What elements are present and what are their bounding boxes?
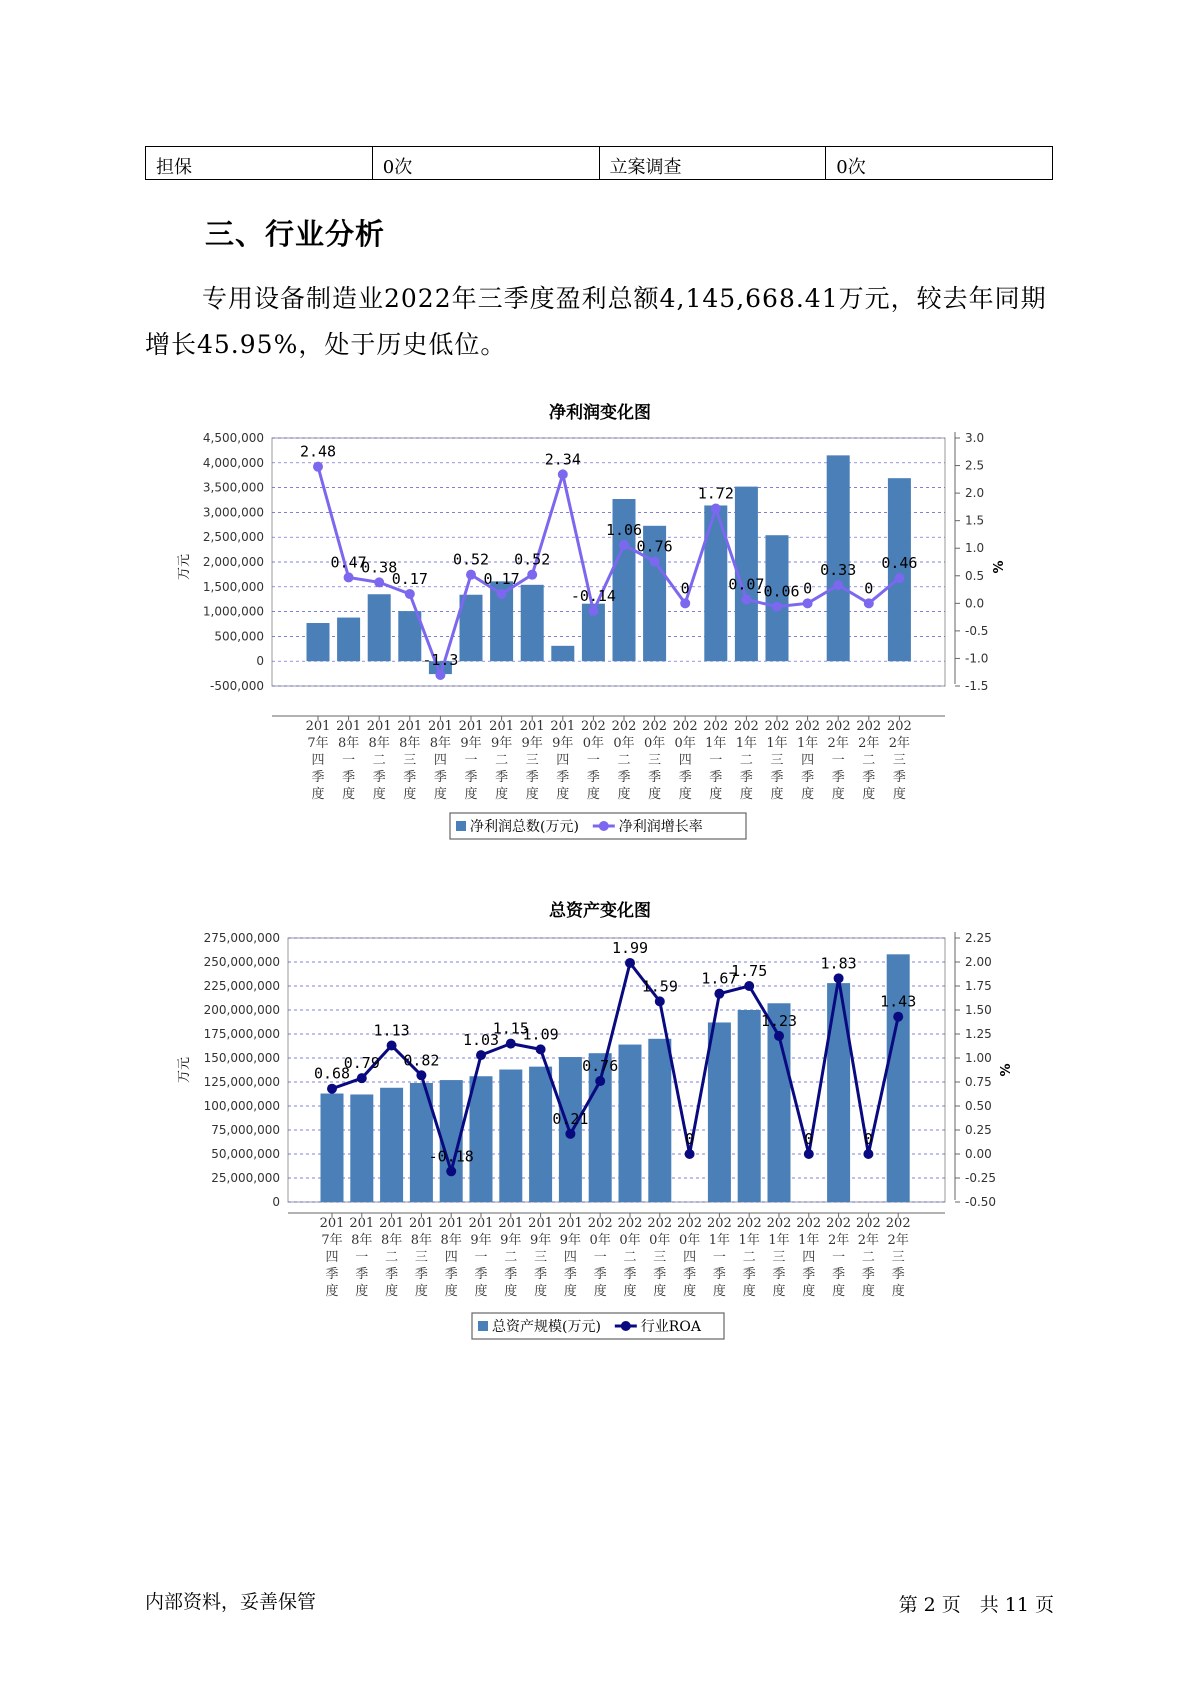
y2-tick-label: 2.5 [965,458,985,473]
category-label: 201 9年一季度 [458,719,484,802]
y2-tick-label: -0.5 [965,623,989,638]
line-point [595,1076,605,1086]
data-label: 0.52 [514,550,551,569]
y-tick-label: 50,000,000 [211,1147,280,1161]
line-point [744,981,754,991]
line-point [893,1012,903,1022]
category-label: 202 0年四季度 [672,719,698,802]
data-label: 0.38 [361,558,398,577]
category-label: 201 7年四季度 [305,719,331,802]
line-point [506,1039,516,1049]
chart-legend [472,1313,724,1339]
bar [619,1045,642,1202]
bar [499,1070,522,1202]
y2-tick-label: 3.0 [965,431,985,445]
data-label: 1.03 [462,1031,500,1050]
category-label: 201 9年二季度 [489,719,515,802]
line-point [357,1073,367,1083]
category-label: 201 8年二季度 [366,719,392,802]
category-label: 202 1年二季度 [736,1216,762,1299]
line-point [476,1050,486,1060]
data-label: 2.34 [544,450,581,469]
data-label: 2.48 [299,442,337,461]
data-label: 0.33 [820,561,857,580]
analysis-paragraph: 专用设备制造业2022年三季度盈利总额4,145,668.41万元，较去年同期增长45.95%，处于历史低位。 [145,284,1047,359]
table-cell-label-guarantee: 担保 [146,147,373,180]
y2-tick-label: 2.0 [965,486,985,501]
category-label: 202 0年三季度 [642,719,668,802]
bar [648,1039,671,1202]
y2-tick-label: -1.0 [965,651,989,666]
category-label: 202 0年一季度 [587,1216,613,1299]
category-label: 202 0年二季度 [617,1216,643,1299]
y-tick-label: 175,000,000 [203,1027,280,1041]
data-label: 0 [864,579,874,598]
y2-tick-label: 0.0 [965,596,985,611]
y-tick-label: 0 [256,654,264,669]
bar [708,1022,731,1202]
y-tick-label: 1,000,000 [202,604,264,619]
y2-tick-label: 1.0 [965,541,985,556]
legend-line-marker [621,1321,631,1331]
data-label: 0 [803,579,813,598]
data-label: 0 [680,579,690,598]
data-label: 0 [685,1130,695,1148]
y-tick-label: 125,000,000 [203,1075,280,1089]
table-cell-label-investigation: 立案调查 [599,147,826,180]
line-point [446,1166,456,1176]
y-tick-label: 1,500,000 [202,579,264,594]
category-label: 202 2年一季度 [825,719,851,802]
y-tick-label: 3,500,000 [202,480,264,495]
category-label: 202 2年一季度 [826,1216,852,1299]
bar [350,1094,373,1202]
y2-tick-label: 1.75 [965,979,992,993]
y-axis-title: 万元 [177,553,192,581]
data-label: 0.47 [330,553,367,572]
y2-axis-title: % [999,1063,1014,1077]
chart-title-total-assets: 总资产变化图 [549,901,651,921]
category-label: 201 9年一季度 [468,1216,494,1299]
legend-bar-swatch [478,1321,488,1331]
y-tick-label: 4,500,000 [202,431,264,445]
y2-tick-label: 0.50 [965,1099,992,1113]
data-label: 0 [804,1130,814,1148]
category-label: 202 1年四季度 [796,1216,822,1299]
y-tick-label: 2,000,000 [202,555,264,569]
data-label: -0.14 [570,587,616,606]
y2-axis-title: % [992,560,1007,574]
category-label: 202 2年二季度 [856,719,882,802]
y-tick-label: 200,000,000 [203,1003,280,1017]
data-label: 0.52 [452,550,490,569]
category-label: 201 9年二季度 [498,1216,524,1299]
y-tick-label: 225,000,000 [203,979,280,993]
data-label: 0.76 [636,537,673,556]
data-label: 1.23 [760,1011,798,1030]
category-label: 202 1年一季度 [703,719,729,802]
category-label: 202 2年三季度 [886,719,912,802]
y-tick-label: 0 [272,1195,280,1209]
bar [529,1067,552,1202]
data-label: 0.17 [483,569,520,588]
category-label: 202 1年四季度 [795,719,821,802]
y2-tick-label: 0.25 [965,1123,992,1137]
line-point [565,1129,575,1139]
data-label: 0.07 [728,575,765,594]
category-label: 202 1年一季度 [706,1216,732,1299]
bar [738,1010,761,1202]
data-label: 1.06 [605,520,643,539]
y-tick-label: 275,000,000 [203,931,280,945]
y-tick-label: -500,000 [210,679,264,693]
line-point [834,973,844,983]
bar [380,1088,403,1202]
y2-tick-label: 0.5 [965,568,985,583]
category-label: 201 8年一季度 [349,1216,375,1299]
data-label: 1.67 [701,969,738,988]
line-point [625,958,635,968]
y-tick-label: 250,000,000 [203,955,280,969]
line-point [804,1149,814,1159]
data-label: -0.18 [428,1147,474,1166]
y2-tick-label: 0.00 [965,1147,992,1161]
data-label: 0 [863,1130,873,1148]
category-label: 201 9年三季度 [519,719,545,802]
data-label: 0.21 [552,1109,589,1128]
data-label: 1.09 [522,1025,559,1044]
category-label: 202 2年二季度 [855,1216,881,1299]
bar [827,983,850,1202]
line-point [327,1084,337,1094]
data-label: 0.17 [391,569,428,588]
line-point [536,1044,546,1054]
category-label: 202 0年四季度 [677,1216,703,1299]
category-label: 201 9年四季度 [550,719,576,802]
category-label: 201 7年四季度 [319,1216,345,1299]
y2-tick-label: -1.5 [965,679,989,693]
data-label: 1.59 [641,977,678,996]
y2-tick-label: -0.50 [965,1195,997,1209]
data-label: -0.06 [754,582,800,601]
data-label: -1.3 [422,650,459,669]
section-title: 三、行业分析 [205,217,386,251]
legend-label-bar: 总资产规模(万元) [492,1319,601,1335]
y-tick-label: 75,000,000 [211,1123,280,1137]
legend-label-bar: 净利润总数(万元) [470,819,579,835]
data-label: 0.68 [313,1064,351,1083]
data-label: 1.13 [373,1021,410,1040]
data-label: 0.79 [343,1054,380,1073]
category-label: 202 1年二季度 [733,719,759,802]
y-tick-label: 100,000,000 [203,1099,280,1113]
line-point [685,1149,695,1159]
data-label: 1.99 [611,938,649,957]
data-label: 1.43 [880,992,917,1011]
data-label: 1.75 [731,962,768,980]
line-point [714,989,724,999]
footer-page-number: 第 2 页 共 11 页 [898,1594,1054,1616]
data-label: 1.15 [492,1019,529,1038]
y2-tick-label: 1.5 [965,513,985,528]
footer-confidential: 内部资料，妥善保管 [145,1591,317,1613]
y-tick-label: 4,000,000 [202,455,264,470]
data-label: 0.82 [403,1051,440,1070]
category-label: 202 2年三季度 [885,1216,911,1299]
y-tick-label: 500,000 [214,629,264,644]
y-axis-title: 万元 [177,1056,192,1084]
legend-label-line: 行业ROA [640,1319,701,1335]
line-point [655,996,665,1006]
category-label: 201 8年二季度 [379,1216,405,1299]
category-label: 201 8年三季度 [408,1216,434,1299]
data-label: 0.46 [881,553,918,572]
category-label: 201 9年四季度 [557,1216,583,1299]
y-tick-label: 150,000,000 [203,1051,280,1065]
y2-tick-label: 1.00 [965,1051,992,1065]
category-label: 202 1年三季度 [766,1216,792,1299]
y-tick-label: 3,000,000 [202,505,264,520]
line-point [387,1041,397,1051]
y-tick-label: 2,500,000 [202,530,264,545]
y2-tick-label: 0.75 [965,1075,992,1089]
y-tick-label: 25,000,000 [211,1171,280,1185]
category-label: 201 9年三季度 [528,1216,554,1299]
bar [470,1076,493,1202]
y2-tick-label: -0.25 [965,1171,997,1185]
line-point [416,1070,426,1080]
category-label: 201 8年四季度 [438,1216,464,1299]
category-label: 201 8年三季度 [397,719,423,802]
category-label: 202 0年二季度 [611,719,637,802]
y2-tick-label: 1.25 [965,1027,992,1041]
line-point [863,1149,873,1159]
bar [321,1094,344,1202]
bar [887,954,910,1202]
y2-tick-label: 2.25 [965,931,992,945]
line-point [774,1031,784,1041]
legend-label-line: 净利润增长率 [618,819,703,835]
table-cell-investigation-count: 0次 [826,147,1053,180]
table-cell-guarantee-count: 0次 [372,147,599,180]
category-label: 201 8年一季度 [336,719,362,802]
data-label: 0.76 [582,1057,619,1076]
y2-tick-label: 2.00 [965,955,992,969]
category-label: 202 1年三季度 [764,719,790,802]
category-label: 202 0年三季度 [647,1216,673,1299]
data-label: 1.72 [697,484,734,503]
chart-title-net-profit: 净利润变化图 [549,403,651,423]
data-label: 1.83 [820,954,857,973]
category-label: 202 0年一季度 [580,719,606,802]
y2-tick-label: 1.50 [965,1003,992,1017]
category-label: 201 8年四季度 [427,719,453,802]
